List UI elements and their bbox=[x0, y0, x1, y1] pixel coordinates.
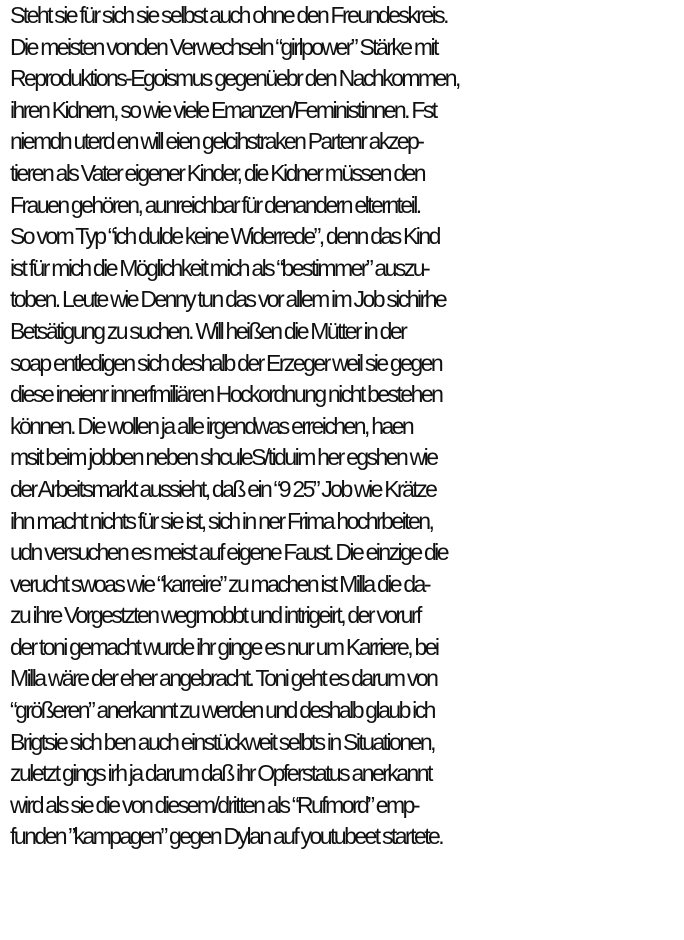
text-line: ist für mich die Möglichkeit mich als “bestimmer” auszu- bbox=[10, 254, 429, 281]
text-line: Steht sie für sich sie selbst auch ohne den Freundeskreis. bbox=[10, 2, 447, 28]
text-line: Die meisten vonden Verwechseln “girlpower” Stärke mit bbox=[10, 33, 437, 60]
text-line: verucht swoas wie “karreire” zu machen ist Milla die da- bbox=[10, 570, 429, 597]
text-line: soap entledigen sich deshalb der Erzeger weil sie gegen bbox=[10, 349, 442, 376]
text-line: msit beim jobben neben shculeS/tiduim her egshen wie bbox=[10, 444, 437, 471]
text-line: Frauen gehören, aunreichbar für denandern elternteil. bbox=[10, 191, 420, 218]
body-text bbox=[10, 0, 680, 853]
text-line: Brigtsie sich ben auch einstückweit selbts in Situationen, bbox=[10, 728, 434, 755]
text-line: funden ”kampagen” gegen Dylan auf youtubeet startete. bbox=[10, 823, 443, 850]
text-line: Milla wäre der eher angebracht. Toni geht es darum von bbox=[10, 665, 437, 692]
text-line: können. Die wollen ja alle irgendwas erreichen, haen bbox=[10, 412, 413, 439]
text-line: der toni gemacht wurde ihr ginge es nur um Karriere, bei bbox=[10, 633, 438, 660]
text-line: zuletzt gings irh ja darum daß ihr Opferstatus anerkannt bbox=[10, 760, 431, 787]
text-line: Reproduktions-Egoismus gegenüebr den Nachkommen, bbox=[10, 65, 459, 92]
text-line: ihren Kidnern, so wie viele Emanzen/Feministinnen. Fst bbox=[10, 96, 436, 123]
text-line: zu ihre Vorgestzten wegmobbt und intrigeirt, der vorurf bbox=[10, 602, 420, 629]
text-line: diese ineienr innerfmiliären Hockordnung nicht bestehen bbox=[10, 381, 442, 408]
text-line: ihn macht nichts für sie ist, sich in ner Frima hochrbeiten, bbox=[10, 507, 433, 534]
text-line: udn versuchen es meist auf eigene Faust. Die einzige die bbox=[10, 539, 447, 566]
text-line: “größeren” anerkannt zu werden und deshalb glaub ich bbox=[10, 697, 434, 724]
text-line: niemdn uterd en will eien gelcihstraken Partenr akzep- bbox=[10, 128, 423, 155]
text-line: toben. Leute wie Denny tun das vor allem im Job sichirhe bbox=[10, 286, 446, 313]
text-line: So vom Typ “ich dulde keine Widerrede”, denn das Kind bbox=[10, 223, 439, 250]
text-line: wird als sie die von diesem/dritten als “Rufmord” emp- bbox=[10, 791, 418, 818]
text-line: Betsätigung zu suchen. Will heißen die Mütter in der bbox=[10, 317, 406, 344]
text-line: der Arbeitsmarkt aussieht, daß ein “9 25” Job wie Krätze bbox=[10, 475, 436, 502]
text-line: tieren als Vater eigener Kinder, die Kidner müssen den bbox=[10, 159, 425, 186]
